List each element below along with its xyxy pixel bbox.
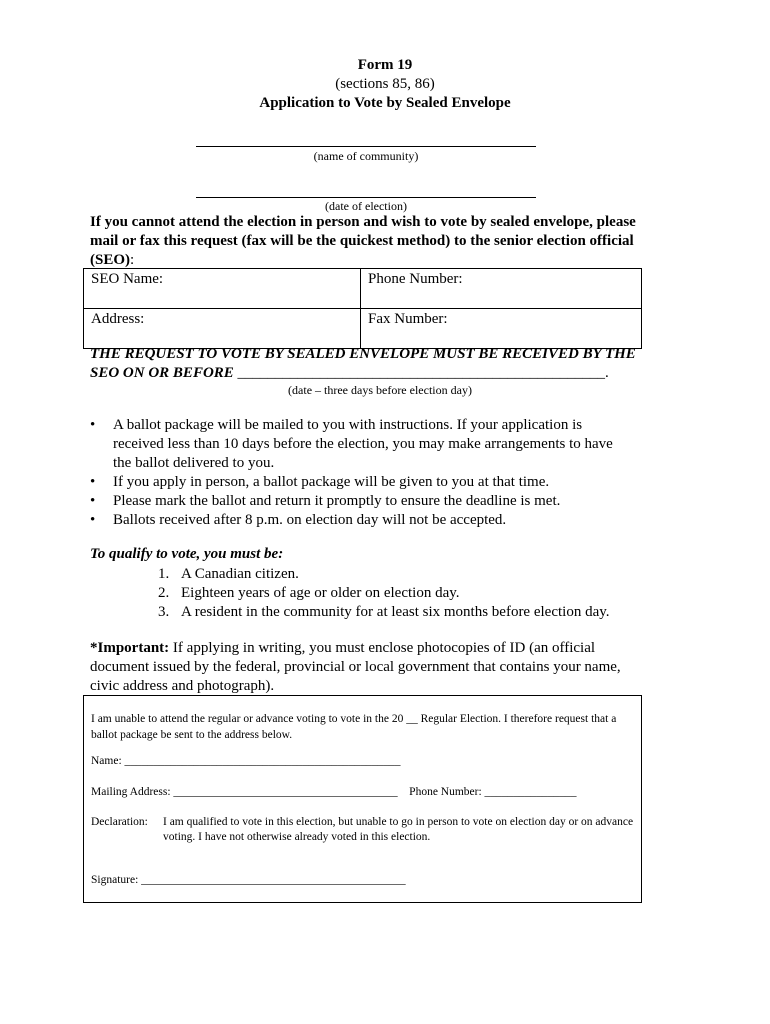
important-label: *Important:	[90, 640, 170, 656]
seo-fax-label: Fax Number:	[368, 311, 448, 327]
deadline-caption: (date – three days before election day)	[288, 383, 472, 397]
community-field[interactable]	[196, 129, 536, 147]
list-number: 3.	[158, 604, 170, 620]
seo-phone-field[interactable]	[361, 269, 642, 309]
seo-fax-field[interactable]	[361, 309, 642, 349]
seo-name-label: SEO Name:	[91, 271, 164, 287]
signature-field[interactable]: Signature: ______________________________________________	[91, 874, 406, 886]
seo-contact-table	[83, 268, 642, 349]
seo-address-label: Address:	[91, 311, 145, 327]
list-item: • If you apply in person, a ballot package will be given to you at that time.	[90, 473, 615, 492]
list-item: • Please mark the ballot and return it promptly to ensure the deadline is met.	[90, 492, 615, 511]
list-text: A Canadian citizen.	[181, 566, 299, 582]
deadline-date-field[interactable]: _________________________________________________.	[237, 365, 609, 381]
important-text: If applying in writing, you must enclose photocopies of ID (an official document issued by the federal, provincial or local government that contains your name, civic address and photograph).	[90, 640, 621, 694]
list-item	[158, 584, 610, 603]
declaration-label: Declaration:	[91, 816, 148, 828]
important-note	[90, 639, 650, 696]
instructions-list	[90, 416, 615, 530]
form-sections: (sections 85, 86)	[335, 76, 435, 92]
list-number: 2.	[158, 585, 170, 601]
applicant-name-field[interactable]: Name: ________________________________________________	[91, 755, 401, 767]
seo-address-field[interactable]	[84, 309, 361, 349]
qualification-list	[158, 565, 610, 622]
seo-name-field[interactable]	[84, 269, 361, 309]
deadline-text: THE REQUEST TO VOTE BY SEALED ENVELOPE MUST BE RECEIVED BY THE SEO ON OR BEFORE	[90, 346, 636, 381]
list-item	[158, 603, 610, 622]
intro-text: If you cannot attend the election in person and wish to vote by sealed envelope, please mail or fax this request (fax will be the quickest method) to the senior election official (SEO)	[90, 214, 636, 268]
list-item	[158, 565, 610, 584]
declaration-text: I am qualified to vote in this election, but unable to go in person to vote on election day or on advance voting. I have not otherwise already voted in this election.	[163, 816, 634, 843]
declaration	[91, 815, 639, 845]
list-item: • Ballots received after 8 p.m. on election day will not be accepted.	[90, 511, 615, 530]
list-text: A resident in the community for at least six months before election day.	[181, 604, 610, 620]
list-item: • A ballot package will be mailed to you with instructions. If your application is received less than 10 days before the election, you may make arrangements to have the ballot delivered to you.	[90, 416, 615, 473]
seo-phone-label: Phone Number:	[368, 271, 463, 287]
qualify-heading: To qualify to vote, you must be:	[90, 546, 284, 562]
form-subtitle: Application to Vote by Sealed Envelope	[259, 95, 511, 111]
list-text: Eighteen years of age or older on election day.	[181, 585, 460, 601]
list-number: 1.	[158, 566, 170, 582]
form-title: Form 19	[357, 57, 413, 73]
mailing-address-field[interactable]: Mailing Address: _______________________________________	[91, 786, 398, 798]
election-date-field[interactable]	[196, 180, 536, 198]
deadline-notice	[90, 345, 650, 383]
community-caption: (name of community)	[313, 149, 419, 163]
intro-colon: :	[130, 252, 135, 268]
application-box	[83, 695, 642, 903]
applicant-phone-field[interactable]: Phone Number: ________________	[409, 786, 577, 798]
application-statement: I am unable to attend the regular or advance voting to vote in the 20 __ Regular Election. I therefore request that a ballot package be sent to the address below.	[91, 713, 617, 741]
intro-instructions	[90, 213, 650, 270]
mailing-address-row	[91, 786, 577, 798]
election-date-caption: (date of election)	[325, 199, 407, 213]
